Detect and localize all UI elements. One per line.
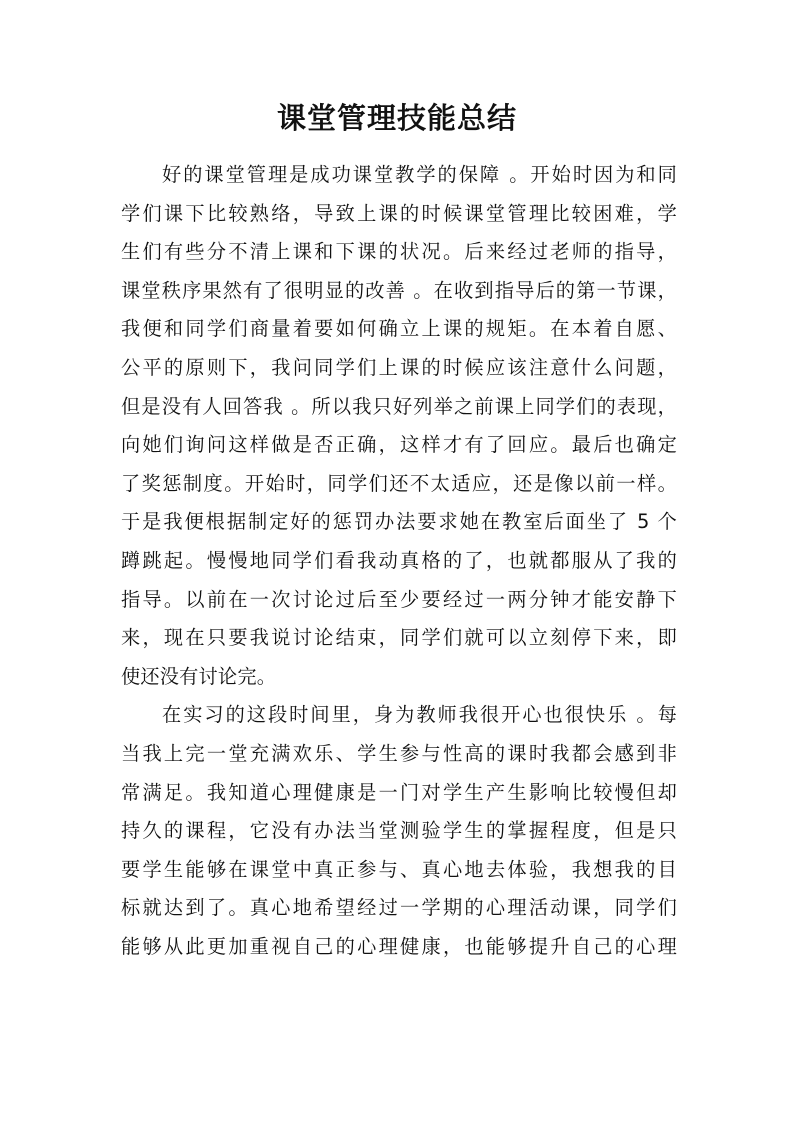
text-line: 来，现在只要我说讨论结束，同学们就可以立刻停下来，即: [121, 626, 677, 650]
text-line: 能够从此更加重视自己的心理健康，也能够提升自己的心理: [121, 934, 677, 958]
text-line: 使还没有讨论完。: [121, 664, 277, 688]
text-line: 于是我便根据制定好的惩罚办法要求她在教室后面坐了 5 个: [121, 510, 677, 534]
text-line: 课堂秩序果然有了很明显的改善 。在收到指导后的第一节课，: [121, 278, 677, 302]
text-line: 我便和同学们商量着要如何确立上课的规矩。在本着自愿、: [121, 317, 677, 341]
text-line: 但是没有人回答我 。所以我只好列举之前课上同学们的表现，: [121, 394, 677, 418]
text-line: 要学生能够在课堂中真正参与、真心地去体验，我想我的目: [121, 857, 677, 881]
text-line: 指导。以前在一次讨论过后至少要经过一两分钟才能安静下: [121, 587, 677, 611]
text-line: 持久的课程，它没有办法当堂测验学生的掌握程度，但是只: [121, 819, 677, 843]
paragraph: [121, 696, 677, 966]
text-line: 了奖惩制度。开始时，同学们还不太适应，还是像以前一样。: [121, 471, 677, 495]
document-title: 课堂管理技能总结: [276, 101, 517, 135]
text-line: 好的课堂管理是成功课堂教学的保障 。开始时因为和同: [162, 163, 677, 186]
text-line: 常满足。我知道心理健康是一门对学生产生影响比较慢但却: [121, 780, 677, 804]
text-line: 学们课下比较熟络，导致上课的时候课堂管理比较困难，学: [121, 201, 677, 225]
text-line: 标就达到了。真心地希望经过一学期的心理活动课，同学们: [121, 896, 677, 920]
text-line: 公平的原则下，我问同学们上课的时候应该注意什么问题，: [121, 355, 677, 379]
text-line: 蹲跳起。慢慢地同学们看我动真格的了，也就都服从了我的: [121, 548, 677, 572]
document-body: [121, 156, 677, 966]
text-line: 在实习的这段时间里，身为教师我很开心也很快乐 。每: [162, 703, 677, 727]
paragraph: [121, 156, 677, 696]
text-line: 当我上完一堂充满欢乐、学生参与性高的课时我都会感到非: [121, 741, 677, 765]
text-line: 向她们询问这样做是否正确，这样才有了回应。最后也确定: [121, 433, 677, 457]
text-line: 生们有些分不清上课和下课的状况。后来经过老师的指导，: [121, 240, 677, 264]
